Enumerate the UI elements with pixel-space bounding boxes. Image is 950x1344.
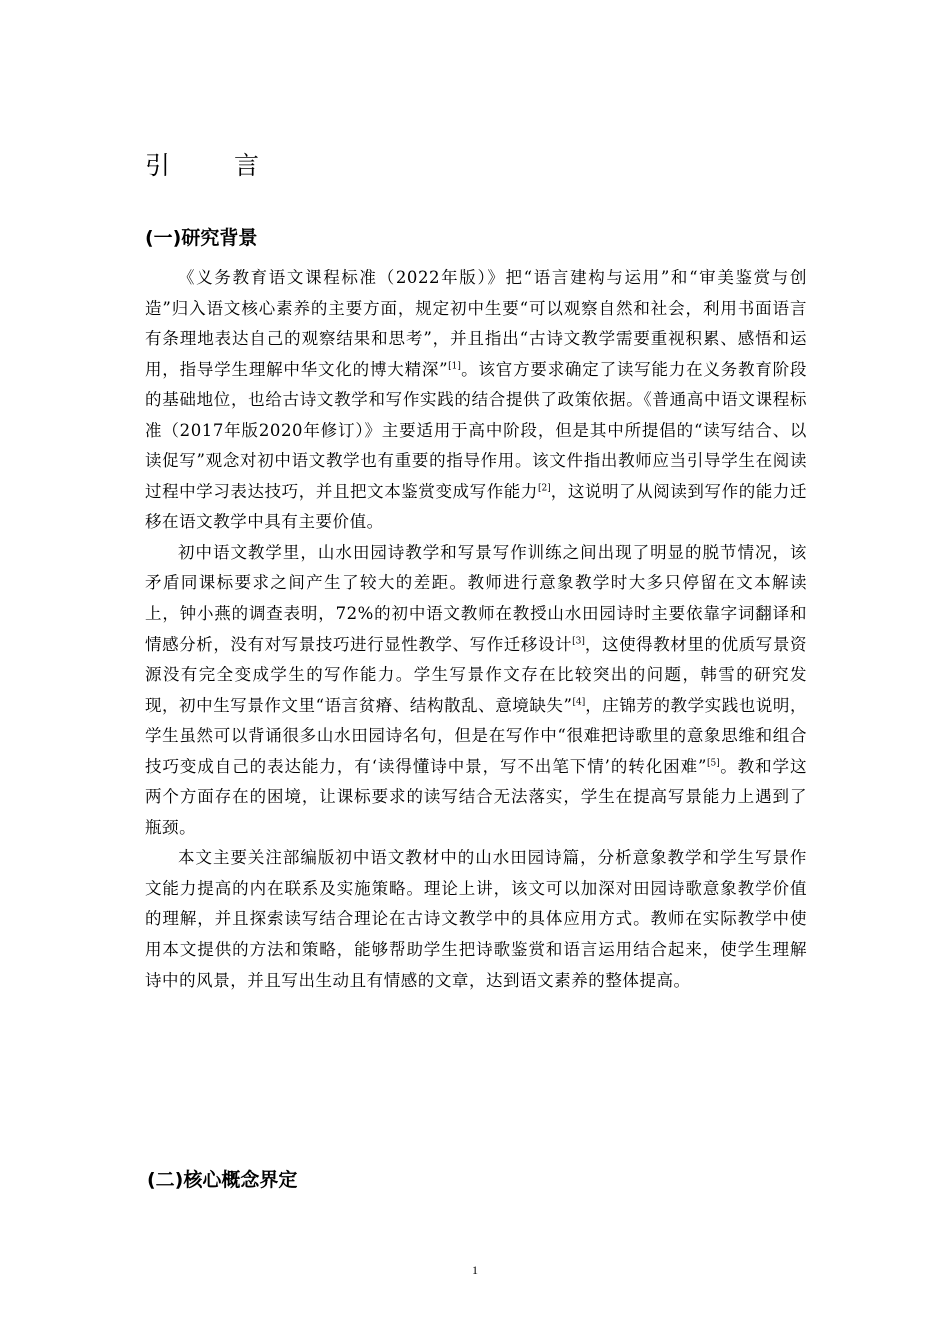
paragraph-curriculum-standards bbox=[145, 263, 807, 538]
paragraph-text: ，这说明了从阅读到写作的能力迁移在语文教学中具有主要价值。 bbox=[145, 481, 807, 532]
section-heading-core-concepts: (二)核心概念界定 bbox=[147, 1169, 298, 1191]
paragraph-text: ，庄锦芳的教学实践也说明，学生虽然可以背诵很多山水田园诗名句，但是在写作中“很难把诗歌里的意象思维和组合技巧变成自己的表达能力，有‘读得懂诗中景，写不出笔下情’的转化困难” bbox=[145, 695, 807, 776]
section-body bbox=[145, 263, 807, 996]
citation-ref: [3] bbox=[572, 636, 585, 647]
paragraph-text: 本文主要关注部编版初中语文教材中的山水田园诗篇，分析意象教学和学生写景作文能力提高的内在联系及实施策略。理论上讲，该文可以加深对田园诗歌意象教学价值的理解，并且探索读写结合理论在古诗文教学中的具体应用方式。教师在实际教学中使用本文提供的方法和策略，能够帮助学生把诗歌鉴赏和语言运用结合起来，使学生理解诗中的风景，并且写出生动且有情感的文章，达到语文素养的整体提高。 bbox=[145, 848, 807, 990]
paragraph-text: 。教和学这两个方面存在的困境，让课标要求的读写结合无法落实，学生在提高写景能力上遇到了瓶颈。 bbox=[145, 756, 808, 837]
paragraph-text: 。该官方要求确定了读写能力在义务教育阶段的基础地位，也给古诗文教学和写作实践的结合提供了政策依据。《普通高中语文课程标准（2017年版2020年修订）》主要适用于高中阶段，但是其中所提倡的“读写结合、以读促写”观念对初中语文教学也有重要的指导作用。该文件指出教师应当引导学生在阅读过程中学习表达技巧，并且把文本鉴赏变成写作能力 bbox=[145, 359, 808, 501]
citation-ref: [4] bbox=[572, 697, 586, 708]
paragraph-teaching-gap bbox=[145, 538, 807, 843]
citation-ref: [5] bbox=[707, 758, 720, 769]
chapter-title: 引 言 bbox=[145, 151, 287, 180]
citation-ref: [2] bbox=[537, 483, 551, 494]
paragraph-research-focus bbox=[145, 843, 807, 996]
citation-ref: [1] bbox=[448, 361, 461, 372]
paragraph-text: 《义务教育语文课程标准（2022年版）》把“语言建构与运用”和“审美鉴赏与创造”归入语文核心素养的主要方面，规定初中生要“可以观察自然和社会，利用书面语言有条理地表达自己的观察结果和思考”，并且指出“古诗文教学需要重视积累、感悟和运用，指导学生理解中华文化的博大精深” bbox=[145, 268, 807, 379]
section-heading-background: (一)研究背景 bbox=[145, 227, 258, 249]
paragraph-text: ，这使得教材里的优质写景资源没有完全变成学生的写作能力。学生写景作文存在比较突出的问题，韩雪的研究发现，初中生写景作文里“语言贫瘠、结构散乱、意境缺失” bbox=[145, 634, 808, 715]
page-number: 1 bbox=[472, 1263, 478, 1277]
paragraph-text: 初中语文教学里，山水田园诗教学和写景写作训练之间出现了明显的脱节情况，该矛盾同课标要求之间产生了较大的差距。教师进行意象教学时大多只停留在文本解读上，钟小燕的调查表明，72%的初中语文教师在教授山水田园诗时主要依靠字词翻译和情感分析，没有对写景技巧进行显性教学、写作迁移设计 bbox=[145, 542, 807, 654]
